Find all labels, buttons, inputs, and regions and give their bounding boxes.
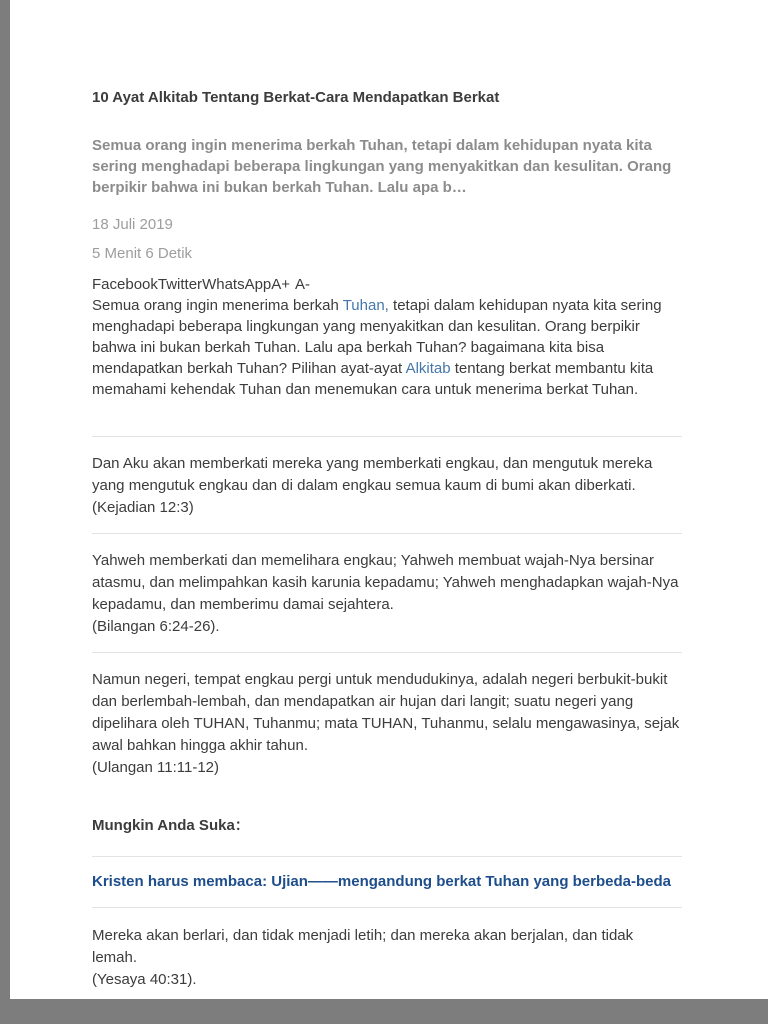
read-time: 5 Menit 6 Detik — [92, 245, 193, 262]
intro-text-1: Semua orang ingin menerima berkah — [92, 297, 343, 314]
article-title: 10 Ayat Alkitab Tentang Berkat-Cara Mendapatkan Berkat — [92, 89, 500, 106]
verse-reference: (Ulangan 11:11-12) — [92, 759, 220, 776]
share-facebook-link[interactable]: Facebook — [92, 276, 158, 293]
share-whatsapp-link[interactable]: WhatsApp — [202, 276, 272, 293]
font-increase-button[interactable]: A+ — [271, 276, 291, 293]
verse-reference: (Kejadian 12:3) — [92, 499, 194, 516]
share-bar — [92, 274, 682, 295]
document-page — [10, 0, 768, 999]
verse-block — [92, 437, 682, 533]
font-decrease-button[interactable]: A- — [295, 276, 311, 293]
closing-verse-text: Mereka akan berlari, dan tidak menjadi letih; dan mereka akan berjalan, dan tidak lemah. — [92, 927, 634, 966]
share-twitter-link[interactable]: Twitter — [157, 276, 203, 293]
suggestion-label: Mungkin Anda Suka： — [92, 817, 250, 834]
tuhan-link[interactable]: Tuhan, — [342, 297, 389, 314]
closing-verse-reference: (Yesaya 40:31). — [92, 971, 197, 988]
intro-text-2: tetapi dalam kehidupan nyata kita sering menghadapi beberapa lingkungan yang menyakitkan dan kesulitan. Orang berpikir bahwa ini bukan berkah Tuhan. Lalu apa berkah Tuhan? bagaimana kita bisa mendapatkan berkah Tuhan? Pilihan ayat-ayat — [92, 297, 662, 377]
intro-text-3: tentang berkat membantu kita memahami kehendak Tuhan dan menemukan cara untuk menerima berkat Tuhan. — [92, 360, 654, 398]
closing-verse-block — [92, 925, 682, 991]
intro-paragraph — [92, 295, 682, 400]
verse-text: Yahweh memberkati dan memelihara engkau; Yahweh membuat wajah-Nya bersinar atasmu, dan melimpahkan kasih karunia kepadamu; Yahweh menghadapkan wajah-Nya kepadamu, dan memberimu damai sejahtera. — [92, 552, 679, 613]
alkitab-link[interactable]: Alkitab — [405, 360, 451, 377]
verse-text: Namun negeri, tempat engkau pergi untuk mendudukinya, adalah negeri berbukit-bukit dan berlembah-lembah, dan mendapatkan air hujan dari langit; suatu negeri yang dipelihara oleh TUHAN, Tuhanmu; mata TUHAN, Tuhanmu, selalu mengawasinya, sejak awal bahkan hingga akhir tahun. — [92, 671, 680, 754]
related-article-block — [92, 856, 682, 908]
verse-block — [92, 653, 682, 793]
publish-date: 18 Juli 2019 — [92, 216, 173, 233]
verse-reference: (Bilangan 6:24-26). — [92, 618, 220, 635]
verse-block — [92, 534, 682, 652]
verse-text: Dan Aku akan memberkati mereka yang memberkati engkau, dan mengutuk mereka yang mengutuk engkau dan di dalam engkau semua kaum di bumi akan diberkati. — [92, 455, 653, 494]
related-article-link[interactable]: Kristen harus membaca: Ujian——mengandung berkat Tuhan yang berbeda-beda — [92, 873, 672, 890]
article-excerpt: Semua orang ingin menerima berkah Tuhan, tetapi dalam kehidupan nyata kita sering menghadapi beberapa lingkungan yang menyakitkan dan kesulitan. Orang berpikir bahwa ini bukan berkah Tuhan. Lalu apa b… — [92, 137, 672, 196]
